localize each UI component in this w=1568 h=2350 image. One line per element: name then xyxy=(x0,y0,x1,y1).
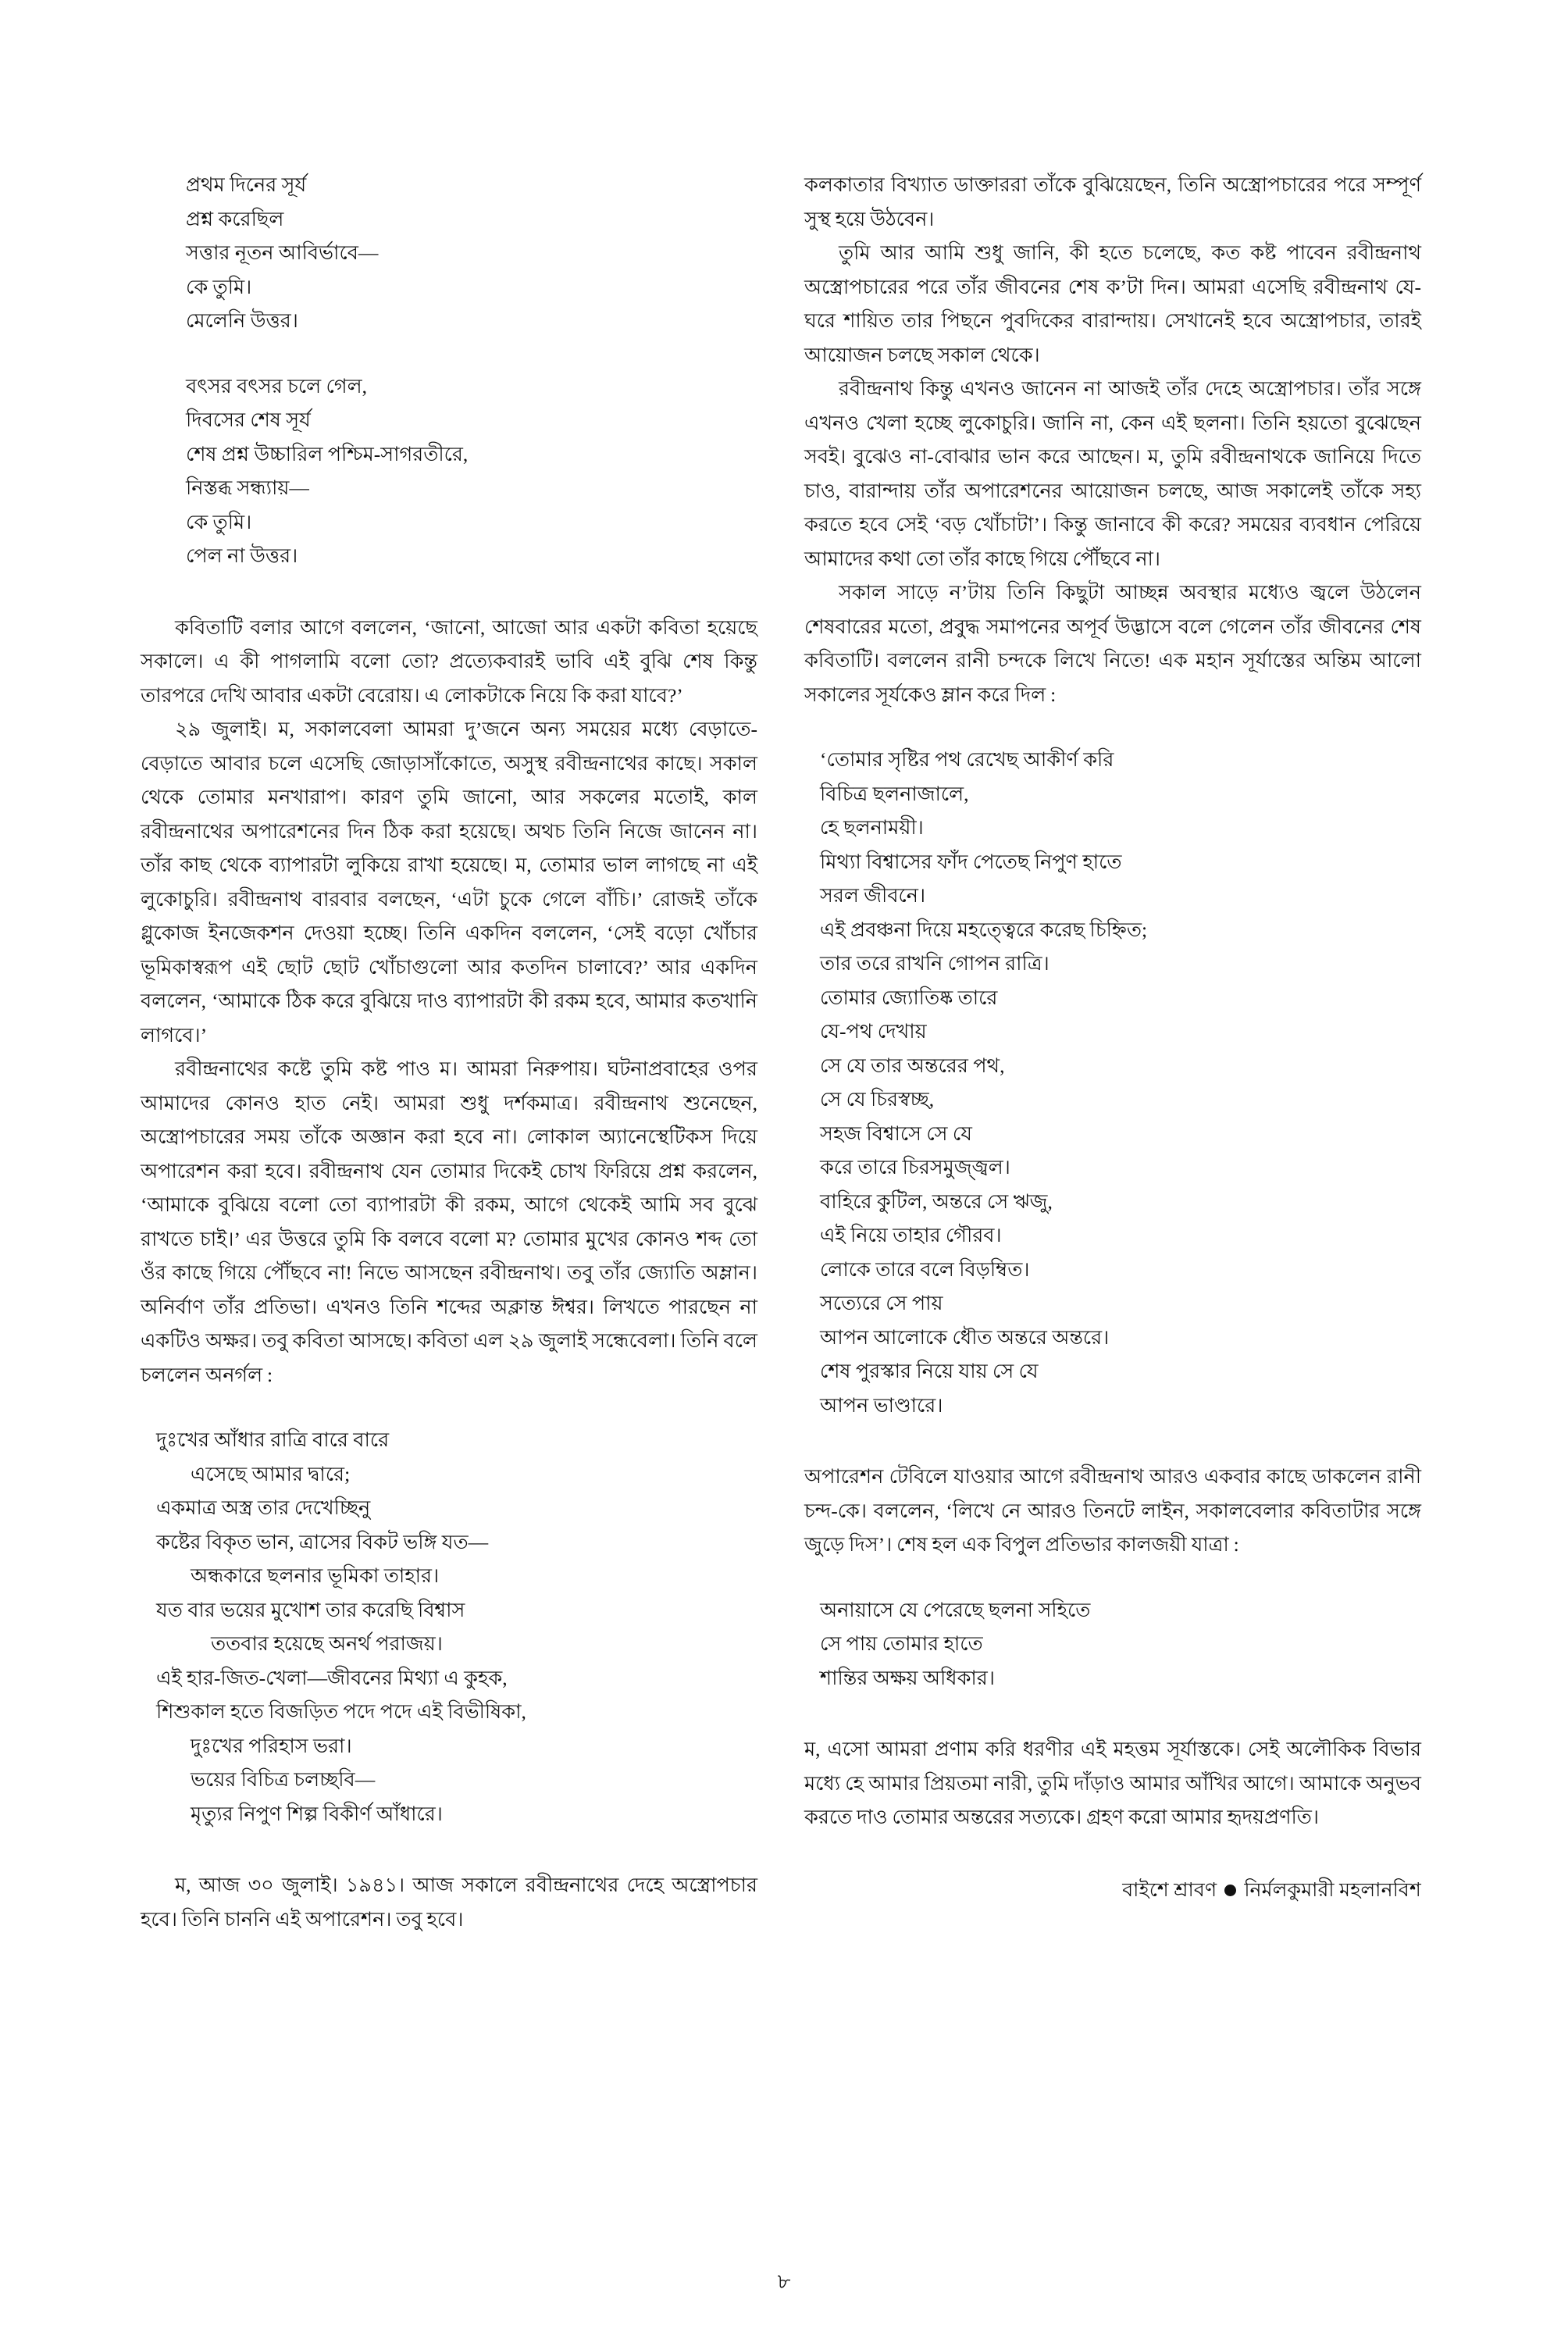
verse-line: লোকে তারে বলে বিড়ম্বিত। xyxy=(820,1257,1030,1281)
verse-line: বিচিত্র ছলনাজালে, xyxy=(820,782,969,805)
verse-line: সে পায় তোমার হাতে xyxy=(820,1632,983,1655)
verse-line: সরল জীবনে। xyxy=(820,884,926,907)
verse-line: সে যে তার অন্তরের পথ, xyxy=(820,1054,1005,1077)
verse-line: সত্যেরে সে পায় xyxy=(820,1292,943,1314)
poem-last xyxy=(804,743,1421,1422)
bullet-separator-icon xyxy=(1224,1885,1236,1896)
verse-line: তোমার জ্যোতিষ্ক তারে xyxy=(820,986,998,1009)
two-column-body xyxy=(141,168,1431,2198)
verse-line: ততবার হয়েছে অনর্থ পরাজয়। xyxy=(211,1632,443,1655)
verse-line: পেল না উত্তর। xyxy=(186,544,298,567)
verse-line: শেষ প্রশ্ন উচ্চারিল পশ্চিম-সাগরতীরে, xyxy=(186,442,469,465)
verse-line: সত্তার নূতন আবির্ভাবে— xyxy=(186,241,379,264)
section-gap xyxy=(804,1422,1421,1460)
verse-line: দুঃখের আঁধার রাত্রি বারে বারে xyxy=(156,1428,390,1451)
section-gap xyxy=(141,1392,757,1423)
verse-line: ‘তোমার সৃষ্টির পথ রেখেছ আকীর্ণ করি xyxy=(820,748,1114,771)
verse-line: আপন আলোকে ধৌত অন্তরে অন্তরে। xyxy=(820,1325,1110,1349)
paragraph: কবিতাটি বলার আগে বললেন, ‘জানো, আজো আর একটা কবিতা হয়েছে সকালে। এ কী পাগলামি বলো তো? প্রত্যেকবারই ভাবি এই বুঝি শেষ কিন্তু তারপরে দেখি আবার একটা বেরোয়। এ লোকটাকে নিয়ে কি করা যাবে?’ xyxy=(141,615,757,707)
section-gap xyxy=(804,711,1421,743)
verse-line: যত বার ভয়ের মুখোশ তার করেছি বিশ্বাস xyxy=(156,1598,465,1621)
verse-line: সহজ বিশ্বাসে সে যে xyxy=(820,1122,972,1145)
verse-line: সে যে চিরস্বচ্ছ, xyxy=(820,1088,935,1111)
right-column xyxy=(804,168,1421,2198)
paragraph: রবীন্দ্রনাথ কিন্তু এখনও জানেন না আজই তাঁর দেহে অস্ত্রোপচার। তাঁর সঙ্গে এখনও খেলা হচ্ছে লুকোচুরি। জানি না, কেন এই ছলনা। তিনি হয়তো বুঝেছেন সবই। বুঝেও না-বোঝার ভান করে আছেন। ম, তুমি রবীন্দ্রনাথকে জানিয়ে দিতে চাও, বারান্দায় তাঁর অপারেশনের আয়োজন চলছে, আজ সকালেই তাঁকে সহ্য করতে হবে সেই ‘বড় খোঁচাটা’। কিন্তু জানাবে কী করে? সময়ের ব্যবধান পেরিয়ে আমাদের কথা তো তাঁর কাছে গিয়ে পৌঁছবে না। xyxy=(804,377,1421,570)
verse-line: শেষ পুরস্কার নিয়ে যায় সে যে xyxy=(820,1360,1039,1382)
verse-line: তার তরে রাখনি গোপন রাত্রি। xyxy=(820,952,1049,975)
section-gap xyxy=(804,1562,1421,1593)
poem-opening-1 xyxy=(141,168,757,338)
verse-line: দিবসের শেষ সূর্য xyxy=(186,408,311,431)
paragraph: ম, আজ ৩০ জুলাই। ১৯৪১। আজ সকালে রবীন্দ্রনাথের দেহে অস্ত্রোপচার হবে। তিনি চাননি এই অপারেশন। তবু হবে। xyxy=(141,1874,757,1931)
verse-line: প্রথম দিনের সূর্য xyxy=(186,173,307,196)
verse-line: এই নিয়ে তাহার গৌরব। xyxy=(820,1224,1002,1246)
verse-line: নিস্তব্ধ সন্ধ্যায়— xyxy=(186,476,309,499)
paragraph: ম, এসো আমরা প্রণাম করি ধরণীর এই মহত্তম সূর্যাস্তকে। সেই অলৌকিক বিভার মধ্যে হে আমার প্রিয়তমা নারী, তুমি দাঁড়াও আমার আঁখির আগে। আমাকে অনুভব করতে দাও তোমার অন্তরের সত্যকে। গ্রহণ করো আমার হৃদয়প্রণতি। xyxy=(804,1738,1421,1828)
paragraph: রবীন্দ্রনাথের কষ্টে তুমি কষ্ট পাও ম। আমরা নিরুপায়। ঘটনাপ্রবাহের ওপর আমাদের কোনও হাত নেই। আমরা শুধু দর্শকমাত্র। রবীন্দ্রনাথ শুনেছেন, অস্ত্রোপচারের সময় তাঁকে অজ্ঞান করা হবে না। লোকাল অ্যানেস্থেটিকস দিয়ে অপারেশন করা হবে। রবীন্দ্রনাথ যেন তোমার দিকেই চোখ ফিরিয়ে প্রশ্ন করলেন, ‘আমাকে বুঝিয়ে বলো তো ব্যাপারটা কী রকম, আগে থেকেই আমি সব বুঝে রাখতে চাই।’ এর উত্তরে তুমি কি বলবে বলো ম? তোমার মুখের কোনও শব্দ তো ওঁর কাছে গিয়ে পৌঁছবে না! নিভে আসছেন রবীন্দ্রনাথ। তবু তাঁর জ্যোতি অম্লান। অনির্বাণ তাঁর প্রতিভা। এখনও তিনি শব্দের অক্লান্ত ঈশ্বর। লিখতে পারছেন না একটিও অক্ষর। তবু কবিতা আসছে। কবিতা এল ২৯ জুলাই সন্ধেবেলা। তিনি বলে চললেন অনর্গল : xyxy=(141,1057,757,1386)
verse-line: মৃত্যুর নিপুণ শিল্প বিকীর্ণ আঁধারে। xyxy=(191,1802,443,1825)
paragraph: সকাল সাড়ে ন’টায় তিনি কিছুটা আচ্ছন্ন অবস্থার মধ্যেও জ্বলে উঠলেন শেষবারের মতো, প্রবুদ্ধ সমাপনের অপূর্ব উদ্ভাসে বলে গেলেন তাঁর জীবনের শেষ কবিতাটি। বললেন রানী চন্দকে লিখে নিতে! এক মহান সূর্যাস্তের অন্তিম আলো সকালের সূর্যকেও ম্লান করে দিল : xyxy=(804,581,1421,706)
verse-line: কষ্টের বিকৃত ভান, ত্রাসের বিকট ভঙ্গি যত— xyxy=(156,1530,489,1553)
left-column xyxy=(141,168,757,2198)
verse-line: যে-পথ দেখায় xyxy=(820,1020,927,1043)
verse-line: এই প্রবঞ্চনা দিয়ে মহত্ত্বেরে করেছ চিহ্নিত; xyxy=(820,918,1148,941)
verse-line: কে তুমি। xyxy=(186,275,252,298)
poem-middle xyxy=(141,1423,757,1831)
verse-line: মিথ্যা বিশ্বাসের ফাঁদ পেতেছ নিপুণ হাতে xyxy=(820,850,1122,873)
section-gap xyxy=(804,1695,1421,1732)
verse-line: অনায়াসে যে পেরেছে ছলনা সহিতে xyxy=(820,1598,1091,1621)
section-gap xyxy=(141,1831,757,1868)
article-title: বাইশে শ্রাবণ xyxy=(1122,1879,1217,1901)
paragraph: ২৯ জুলাই। ম, সকালবেলা আমরা দু’জনে অন্য সময়ের মধ্যে বেড়াতে-বেড়াতে আবার চলে এসেছি জোড়াসাঁকোতে, অসুস্থ রবীন্দ্রনাথের কাছে। সকাল থেকে তোমার মনখারাপ। কারণ তুমি জানো, আর সকলের মতোই, কাল রবীন্দ্রনাথের অপারেশনের দিন ঠিক করা হয়েছে। অথচ তিনি নিজে জানেন না। তাঁর কাছ থেকে ব্যাপারটা লুকিয়ে রাখা হয়েছে। ম, তোমার ভাল লাগছে না এই লুকোচুরি। রবীন্দ্রনাথ বারবার বলছেন, ‘এটা চুকে গেলে বাঁচি।’ রোজই তাঁকে গ্লুকোজ ইনজেকশন দেওয়া হচ্ছে। তিনি একদিন বললেন, ‘সেই বড়ো খোঁচার ভূমিকাস্বরূপ এই ছোট ছোট খোঁচাগুলো আর কতদিন চালাবে?’ আর একদিন বললেন, ‘আমাকে ঠিক করে বুঝিয়ে দাও ব্যাপারটা কী রকম হবে, আমার কতখানি লাগবে।’ xyxy=(141,718,757,1047)
verse-line: বৎসর বৎসর চলে গেল, xyxy=(186,374,367,398)
verse-line: শিশুকাল হতে বিজড়িত পদে পদে এই বিভীষিকা, xyxy=(156,1700,526,1723)
verse-line: ভয়ের বিচিত্র চলচ্ছবি— xyxy=(191,1768,376,1791)
paragraph: অপারেশন টেবিলে যাওয়ার আগে রবীন্দ্রনাথ আরও একবার কাছে ডাকলেন রানী চন্দ-কে। বললেন, ‘লিখে নে আরও তিনটে লাইন, সকালবেলার কবিতাটার সঙ্গে জুড়ে দিস’। শেষ হল এক বিপুল প্রতিভার কালজয়ী যাত্রা : xyxy=(804,1465,1421,1556)
page-number: ৮ xyxy=(777,2270,791,2293)
verse-line: শান্তির অক্ষয় অধিকার। xyxy=(820,1666,995,1689)
paragraph: তুমি আর আমি শুধু জানি, কী হতে চলেছে, কত কষ্ট পাবেন রবীন্দ্রনাথ অস্ত্রোপচারের পরে তাঁর জীবনের শেষ ক’টা দিন। আমরা এসেছি রবীন্দ্রনাথ যে-ঘরে শায়িত তার পিছনে পুবদিকের বারান্দায়। সেখানেই হবে অস্ত্রোপচার, তারই আয়োজন চলছে সকাল থেকে। xyxy=(804,241,1421,366)
verse-line: হে ছলনাময়ী। xyxy=(820,816,924,839)
verse-line: এসেছে আমার দ্বারে; xyxy=(191,1462,351,1485)
verse-line: কে তুমি। xyxy=(186,510,252,533)
verse-line: এই হার-জিত-খেলা—জীবনের মিথ্যা এ কুহক, xyxy=(156,1666,508,1689)
paragraph: কলকাতার বিখ্যাত ডাক্তাররা তাঁকে বুঝিয়েছেন, তিনি অস্ত্রোপচারের পরে সম্পূর্ণ সুস্থ হয়ে উঠবেন। xyxy=(804,173,1421,230)
poem-opening-2 xyxy=(141,369,757,573)
verse-line: একমাত্র অস্ত্র তার দেখেচ্ছিনু xyxy=(156,1496,371,1519)
verse-line: দুঃখের পরিহাস ভরা। xyxy=(191,1734,352,1757)
verse-gap xyxy=(141,338,757,369)
verse-line: অন্ধকারে ছলনার ভূমিকা তাহার। xyxy=(191,1564,440,1587)
article-credit xyxy=(804,1877,1421,1905)
poem-final xyxy=(804,1593,1421,1696)
verse-line: বাহিরে কুটিল, অন্তরে সে ঋজু, xyxy=(820,1189,1053,1213)
verse-line: মেলেনি উত্তর। xyxy=(186,309,298,332)
verse-line: আপন ভাণ্ডারে। xyxy=(820,1393,943,1417)
verse-line: প্রশ্ন করেছিল xyxy=(186,207,284,230)
verse-line: করে তারে চিরসমুজ্জ্বল। xyxy=(820,1156,1010,1179)
article-author: নির্মলকুমারী মহলানবিশ xyxy=(1244,1879,1421,1901)
section-gap xyxy=(141,573,757,611)
